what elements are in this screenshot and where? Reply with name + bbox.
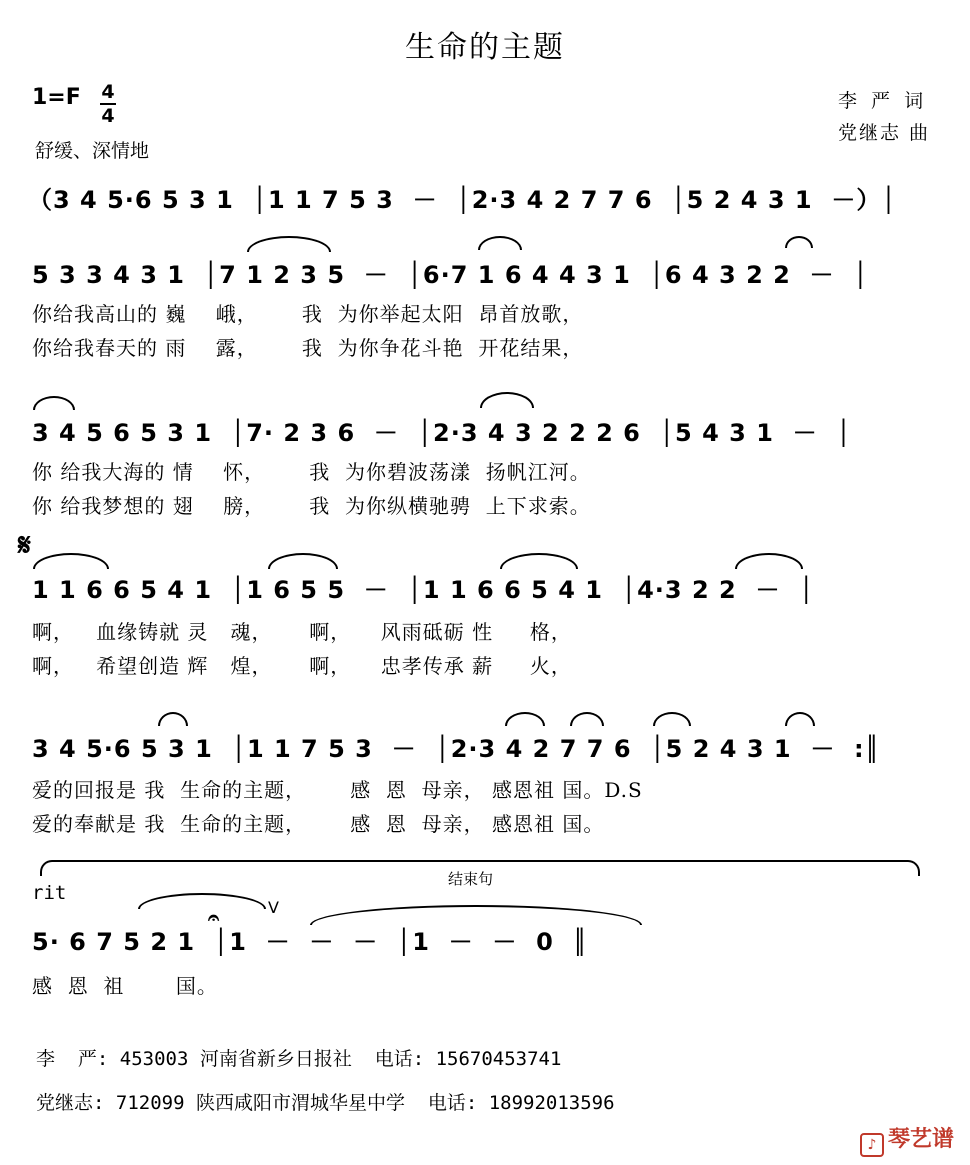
slur	[500, 553, 578, 569]
composer: 党继志 曲	[838, 122, 931, 144]
lyric-row-2-verse-2: 你给我春天的 雨 露， 我 为你争花斗艳 开花结果，	[32, 336, 584, 360]
slur	[247, 236, 331, 252]
slur	[785, 236, 813, 248]
ending-label: 结束句	[448, 870, 494, 888]
slur	[268, 553, 338, 569]
time-signature	[100, 82, 116, 126]
score-row-4: 1 1 6 6 5 4 1 │1 6 5 5 － │1 1 6 6 5 4 1 │4·3 2 2 － │	[32, 576, 815, 604]
lyric-row-4-verse-1: 啊， 血缘铸就 灵 魂， 啊， 风雨砥砺 性 格，	[32, 620, 572, 644]
lyric-row-4-verse-2: 啊， 希望创造 辉 煌， 啊， 忠孝传承 薪 火，	[32, 654, 572, 678]
score-row-3: 3 4 5 6 5 3 1 │7· 2 3 6 － │2·3 4 3 2 2 2 6 │5 4 3 1 － │	[32, 419, 852, 447]
rit-label: rit	[32, 882, 67, 904]
lyric-row-6: 感 恩 祖 国。	[32, 974, 218, 998]
logo-icon: ♪	[860, 1133, 884, 1157]
score-row-2: 5 3 3 4 3 1 │7 1 2 3 5 － │6·7 1 6 4 4 3 1 │6 4 3 2 2 － │	[32, 261, 869, 289]
slur	[478, 236, 522, 250]
time-signature-bottom: 4	[101, 105, 115, 127]
slur	[480, 392, 534, 408]
slur	[735, 553, 803, 569]
page-title: 生命的主题	[405, 30, 565, 65]
lyricist: 李 严 词	[838, 90, 928, 112]
slur	[33, 553, 109, 569]
slur	[138, 893, 266, 909]
watermark-text: 琴艺谱	[887, 1127, 954, 1152]
contact-composer: 党继志: 712099 陕西咸阳市渭城华星中学 电话: 18992013596	[36, 1092, 615, 1114]
fermata-icon: 𝄐	[208, 905, 220, 929]
lyric-row-3-verse-2: 你 给我梦想的 翅 膀， 我 为你纵横驰骋 上下求索。	[32, 494, 591, 518]
slur	[33, 396, 75, 410]
lyric-row-5-verse-2: 爱的奉献是 我 生命的主题， 感 恩 母亲， 感恩祖 国。	[32, 812, 605, 836]
tempo-mark: 舒缓、深情地	[35, 140, 150, 162]
score-row-1: （3 4 5·6 5 3 1 │1 1 7 5 3 － │2·3 4 2 7 7 6 │5 2 4 3 1 －）│	[28, 186, 897, 214]
slur	[653, 712, 691, 726]
slur	[505, 712, 545, 726]
watermark-logo	[860, 1122, 954, 1157]
breath-mark: V	[268, 898, 279, 917]
score-row-5: 3 4 5·6 5 3 1 │1 1 7 5 3 － │2·3 4 2 7 7 6 │5 2 4 3 1 － :║	[32, 735, 881, 763]
contact-lyricist: 李 严: 453003 河南省新乡日报社 电话: 15670453741	[36, 1048, 562, 1070]
slur	[570, 712, 604, 726]
score-row-6: 5· 6 7 5 2 1 │1 － － － │1 － － 0 ║	[32, 928, 588, 956]
lyric-row-2-verse-1: 你给我高山的 巍 峨， 我 为你举起太阳 昂首放歌，	[32, 302, 584, 326]
lyric-row-3-verse-1: 你 给我大海的 情 怀， 我 为你碧波荡漾 扬帆江河。	[32, 460, 591, 484]
lyric-row-5-verse-1: 爱的回报是 我 生命的主题， 感 恩 母亲， 感恩祖 国。D.S	[32, 778, 643, 802]
key-signature: 1=F	[32, 85, 81, 110]
time-signature-top: 4	[101, 81, 115, 103]
slur	[158, 712, 188, 726]
slur	[785, 712, 815, 726]
segno-sign: 𝄋	[18, 528, 31, 563]
